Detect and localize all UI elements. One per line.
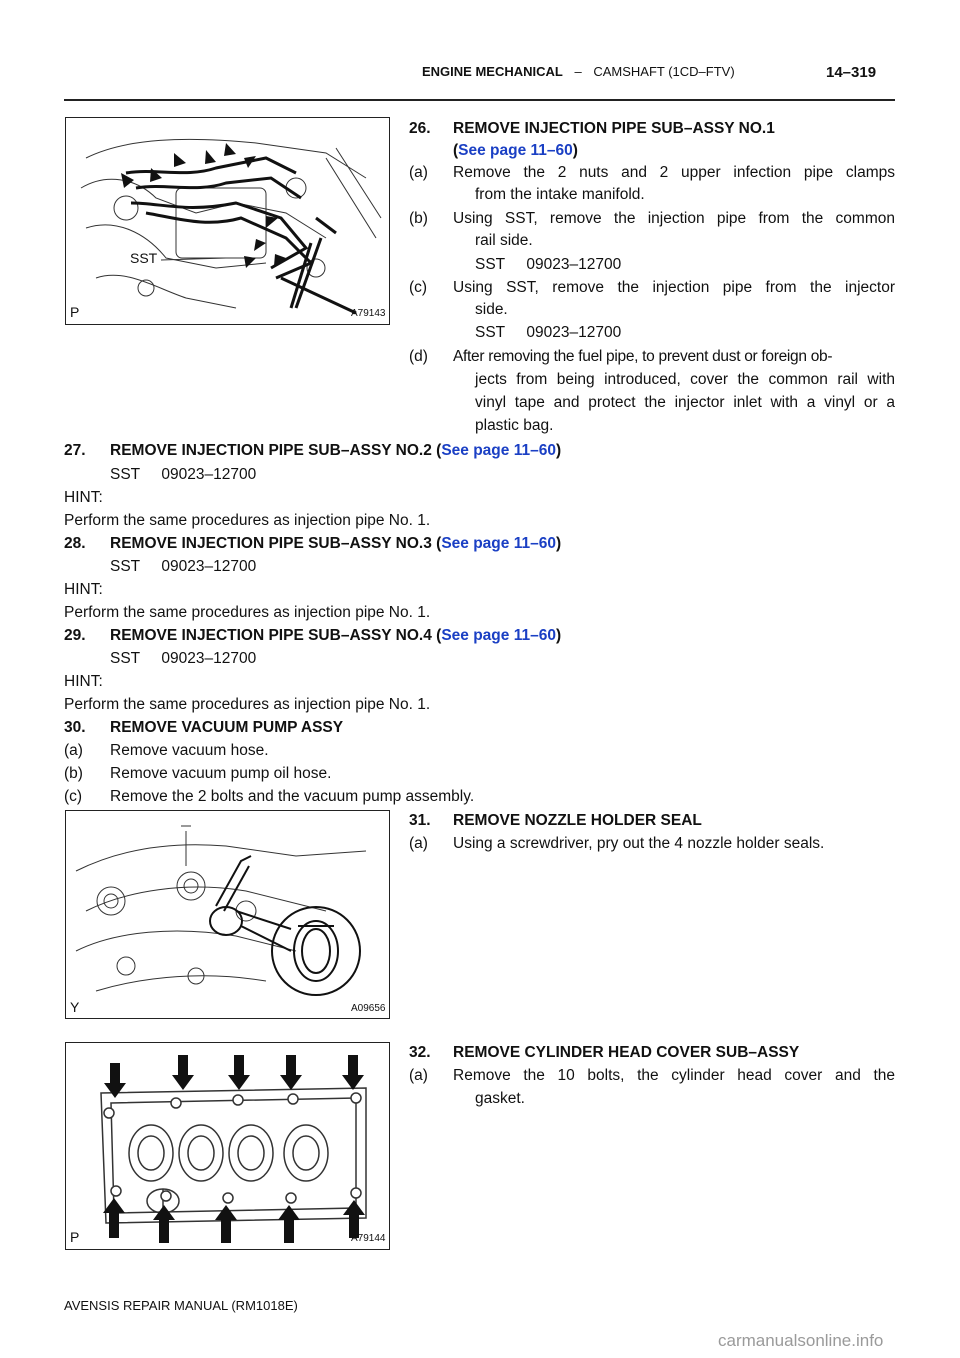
step-30c-mark: (c) [64,788,83,805]
step-26-title: REMOVE INJECTION PIPE SUB–ASSY NO.1 [453,120,775,137]
step-27-number: 27. [64,442,86,459]
step-26-ref-open: ( [453,142,459,159]
manual-footer: AVENSIS REPAIR MANUAL (RM1018E) [64,1298,298,1313]
step-30-number: 30. [64,719,86,736]
page-number: 14–319 [826,64,877,81]
step-32-title: REMOVE CYLINDER HEAD COVER SUB–ASSY [453,1044,800,1061]
step-26d-line-4: plastic bag. [475,417,554,434]
step-28-number: 28. [64,535,86,552]
step-32a-line-1: Remove the 10 bolts, the cylinder head cover and the [453,1067,895,1084]
step-30b-mark: (b) [64,765,83,782]
step-27-title-line [110,440,561,462]
step-26-ref-line [453,140,578,162]
step-31a-mark: (a) [409,835,428,852]
step-26b-sst: SST 09023–12700 [475,256,622,273]
step-27-hint-text: Perform the same procedures as injection pipe No. 1. [64,512,431,529]
step-28-title: REMOVE INJECTION PIPE SUB–ASSY NO.3 ( [110,535,442,552]
step-26d-mark: (d) [409,348,428,365]
step-31-number: 31. [409,812,431,829]
header-subsection: CAMSHAFT (1CD–FTV) [593,64,735,79]
step-32a-mark: (a) [409,1067,428,1084]
step-26-number: 26. [409,120,431,137]
step-30a-mark: (a) [64,742,83,759]
step-26c-line-1: Using SST, remove the injection pipe from the injector [453,279,895,296]
figure-2-id: A09656 [351,1003,386,1014]
step-29-see-page-link[interactable]: See page 11–60 [441,627,556,644]
step-30-title: REMOVE VACUUM PUMP ASSY [110,719,344,736]
figure-nozzle-holder-seal [65,810,390,1019]
step-29-sst: SST 09023–12700 [110,650,257,667]
step-28-hint-text: Perform the same procedures as injection pipe No. 1. [64,604,431,621]
step-26c-line-2: side. [475,301,508,318]
figure-2-letter: Y [70,999,80,1015]
step-31-title: REMOVE NOZZLE HOLDER SEAL [453,812,702,829]
step-31a-text: Using a screwdriver, pry out the 4 nozzle holder seals. [453,835,825,852]
step-30b-text: Remove vacuum pump oil hose. [110,765,332,782]
step-27-sst: SST 09023–12700 [110,466,257,483]
running-header [422,64,735,79]
figure-3-letter: P [70,1229,80,1245]
step-29-hint: HINT: [64,673,103,690]
step-26b-line-2: rail side. [475,232,533,249]
step-29-title-line [110,625,561,647]
figure-1-letter: P [70,304,80,320]
injection-pipe-illustration [66,118,389,324]
step-26a-mark: (a) [409,164,428,181]
step-29-number: 29. [64,627,86,644]
step-26d-line-3: vinyl tape and protect the injector inlet with a vinyl or a [475,394,895,411]
step-26a-line-2: from the intake manifold. [475,186,645,203]
header-rule [64,99,895,101]
step-28-title-line [110,533,561,555]
nozzle-holder-seal-illustration [66,811,389,1018]
step-26d-line-1: After removing the fuel pipe, to prevent dust or foreign ob- [453,348,833,365]
cylinder-head-cover-illustration [66,1043,389,1249]
step-26d-line-2: jects from being introduced, cover the common rail with [475,371,895,388]
step-26c-sst: SST 09023–12700 [475,324,622,341]
step-28-see-page-link[interactable]: See page 11–60 [441,535,556,552]
step-28-sst: SST 09023–12700 [110,558,257,575]
step-26c-mark: (c) [409,279,428,296]
figure-injection-pipe [65,117,390,325]
step-27-hint: HINT: [64,489,103,506]
step-29-close: ) [555,627,562,644]
figure-cylinder-head-cover [65,1042,390,1250]
watermark: carmanualsonline.info [718,1331,884,1350]
step-27-close: ) [555,442,562,459]
step-30c-text: Remove the 2 bolts and the vacuum pump assembly. [110,788,475,805]
step-29-title: REMOVE INJECTION PIPE SUB–ASSY NO.4 ( [110,627,442,644]
step-26a-line-1: Remove the 2 nuts and 2 upper infection pipe clamps [453,164,895,181]
step-27-title: REMOVE INJECTION PIPE SUB–ASSY NO.2 ( [110,442,442,459]
header-section: ENGINE MECHANICAL [422,64,563,79]
step-26-see-page-link[interactable]: See page 11–60 [458,142,573,159]
figure-3-id: A79144 [351,1233,386,1244]
figure-1-callout: SST [130,250,158,266]
figure-1-id: A79143 [351,308,386,319]
step-26-ref-close: ) [572,142,578,159]
step-26b-mark: (b) [409,210,428,227]
step-27-see-page-link[interactable]: See page 11–60 [441,442,556,459]
step-30a-text: Remove vacuum hose. [110,742,269,759]
step-32a-line-2: gasket. [475,1090,525,1107]
step-28-hint: HINT: [64,581,103,598]
step-29-hint-text: Perform the same procedures as injection pipe No. 1. [64,696,431,713]
step-28-close: ) [555,535,562,552]
step-32-number: 32. [409,1044,431,1061]
header-separator: – [574,64,582,79]
step-26b-line-1: Using SST, remove the injection pipe from the common [453,210,895,227]
